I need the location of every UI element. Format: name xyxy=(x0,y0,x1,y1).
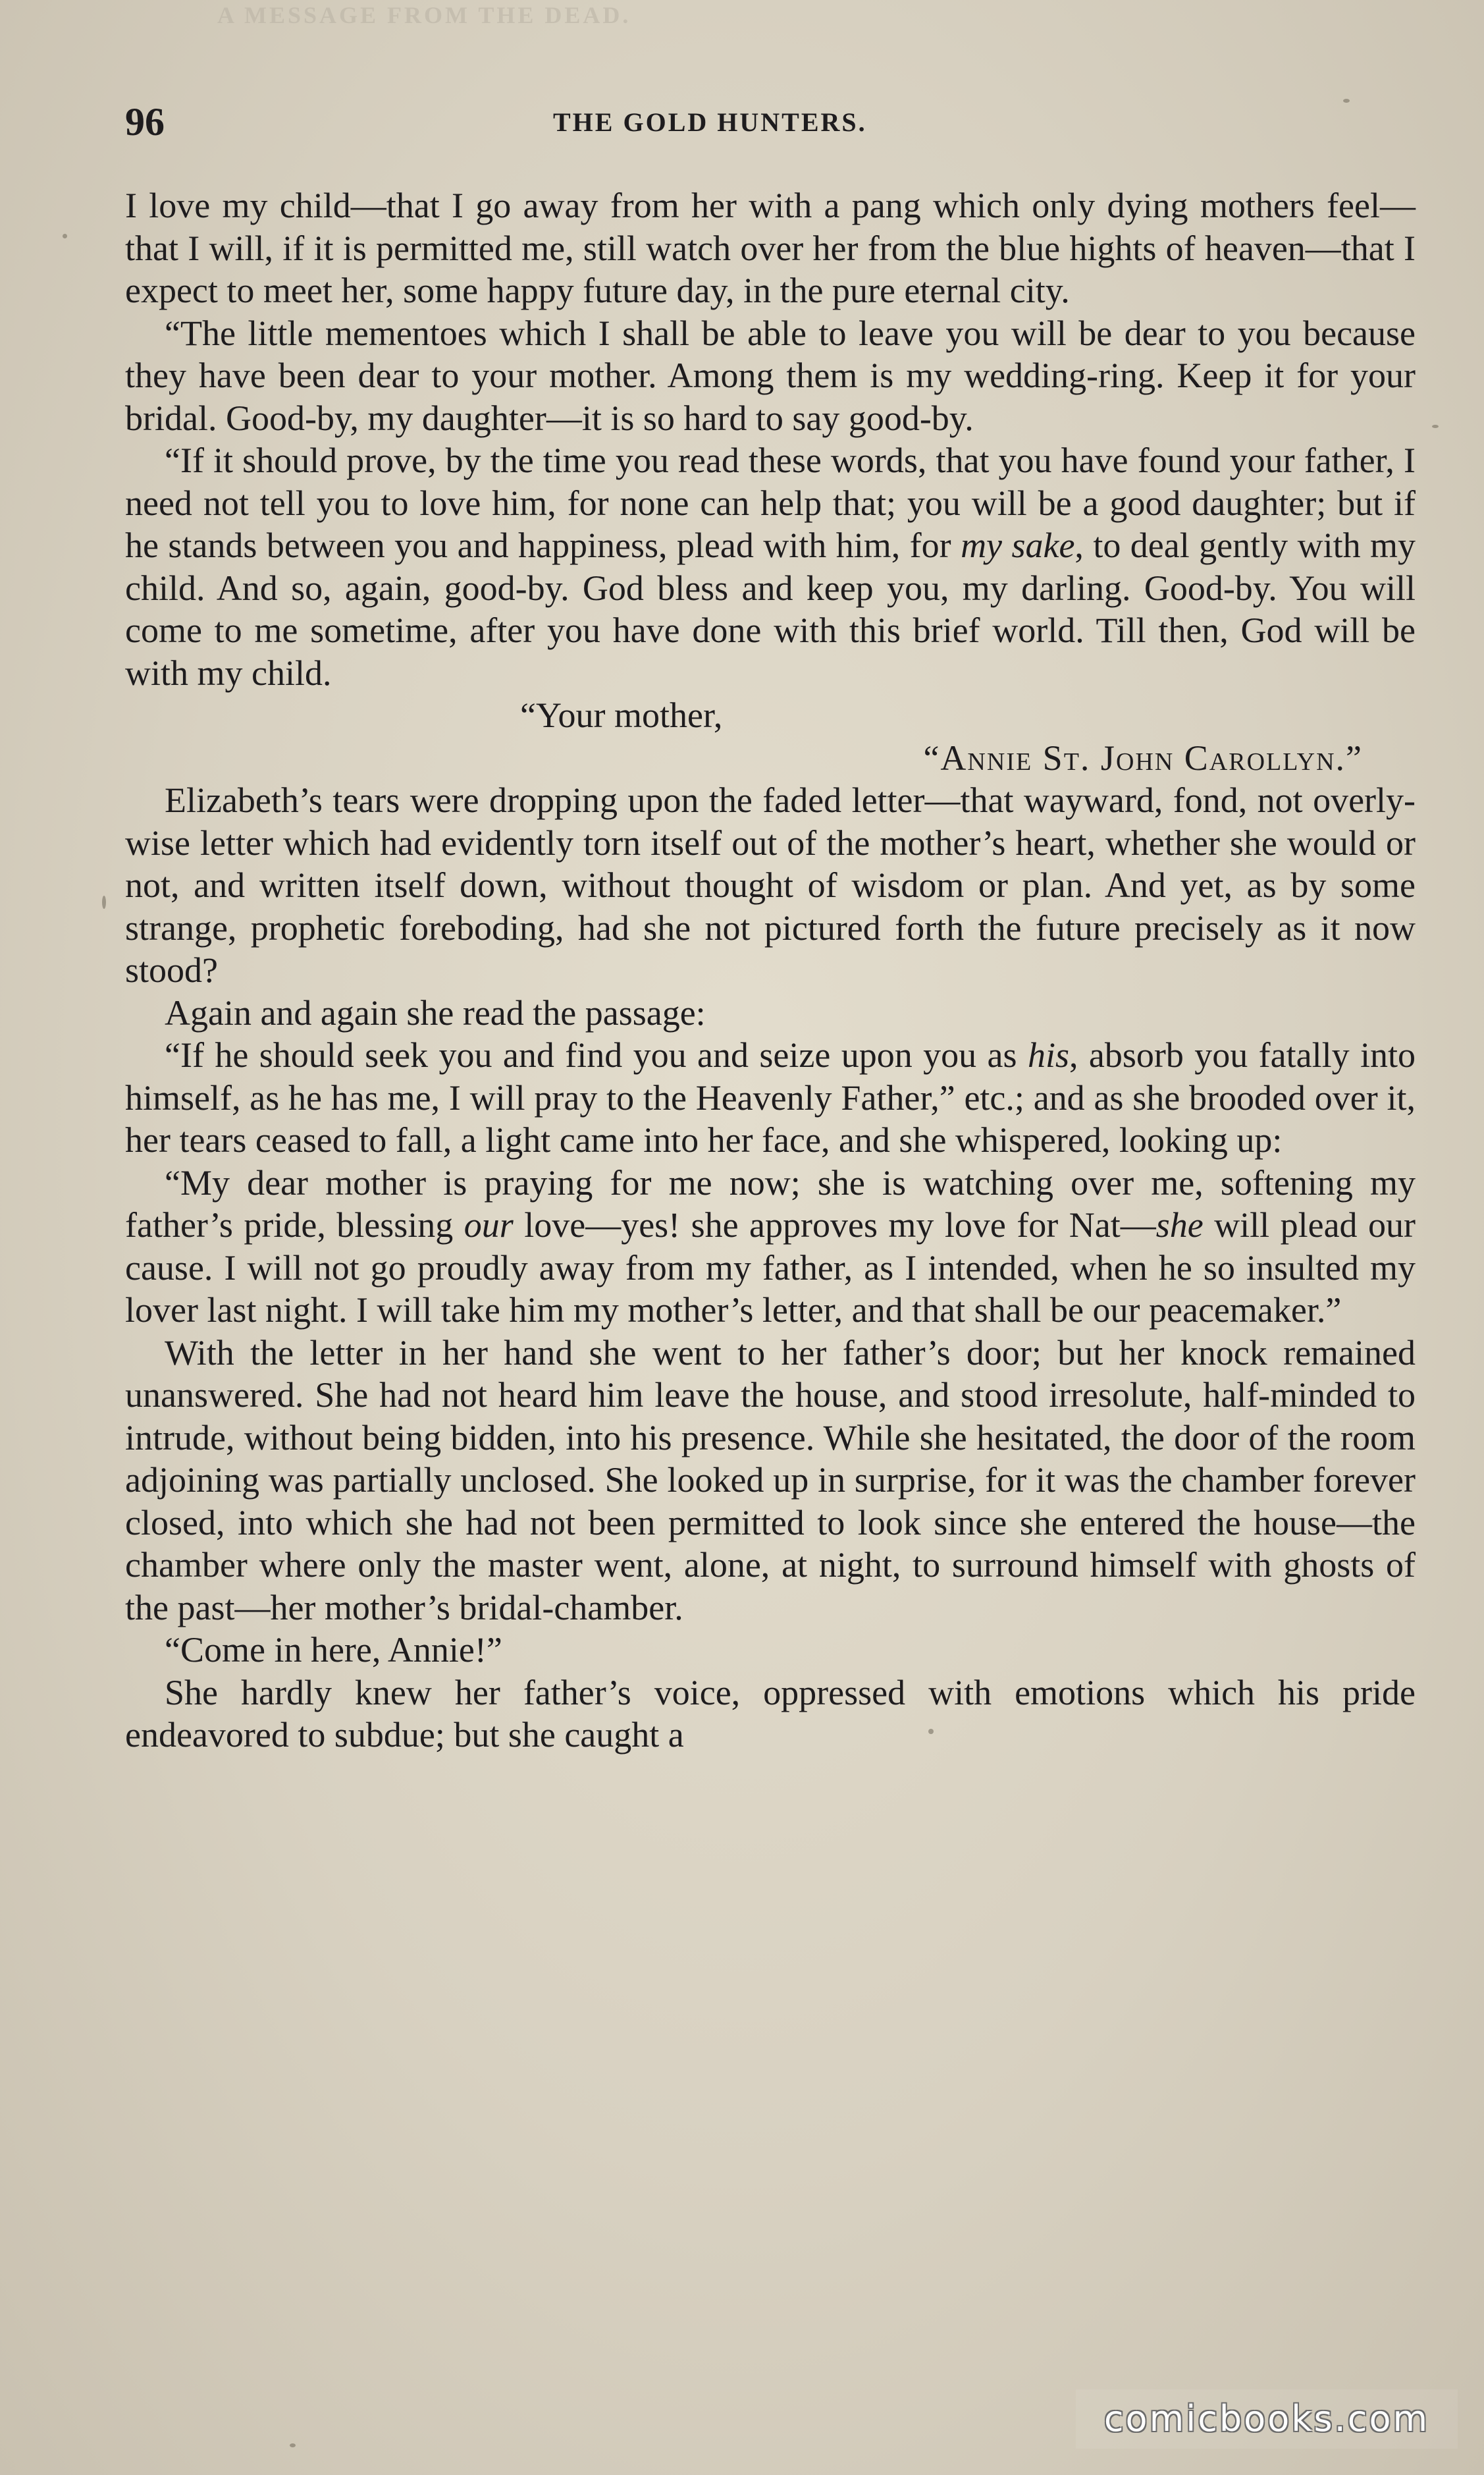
text-run: Again and again she read the passage: xyxy=(165,993,706,1033)
italic-text: our xyxy=(464,1205,514,1245)
paragraph xyxy=(125,439,1416,694)
paper-speck xyxy=(1432,425,1439,428)
page-header xyxy=(125,99,1409,145)
text-run: With the letter in her hand she went to her father’s door; but her knock remained unanswered. She had not heard him leave the house, and stood irresolute, half-minded to intrude, without being bidden, into his presence. While she hesitated, the door of the room adjoining was partially unclosed. She looked up in surprise, for it was the chamber forever closed, into which she had not been permitted to look since she entered the house—the chamber where only the master went, alone, at night, to surround himself with ghosts of the past—her mother’s bridal-chamber. xyxy=(125,1332,1416,1627)
text-run: She hardly knew her father’s voice, oppressed with emotions which his pride endeavored to subdue; but she caught a xyxy=(125,1672,1416,1754)
text-run: will plead our cause. I will not go proudly away from my father, as I intended, when he so insulted my lover last night. I will take him my mother’s letter, and that shall be our peacemaker.” xyxy=(125,1205,1416,1330)
text-run: “The little mementoes which I shall be able to leave you will be dear to you because they have been dear to your mother. Among them is my wedding-ring. Keep it for your bridal. Good-by, my daughter—it is so hard to say good-by. xyxy=(125,313,1416,438)
italic-text: she xyxy=(1155,1205,1204,1245)
paragraph xyxy=(125,184,1416,312)
signature-name: “Annie St. John Carollyn.” xyxy=(923,738,1363,778)
page-body xyxy=(125,184,1416,2345)
paragraph xyxy=(125,1034,1416,1162)
bleed-through-heading: A MESSAGE FROM THE DEAD. xyxy=(217,2,631,28)
text-run: “My dear mother is praying for me now; she is watching over me, softening my father’s pride, blessing xyxy=(125,1162,1416,1245)
text-run: “If he should seek you and find you and seize upon you as xyxy=(165,1035,1028,1075)
paper-speck xyxy=(63,234,67,238)
paragraph xyxy=(125,1672,1416,1756)
paragraph xyxy=(125,1629,1416,1672)
text-run: , to deal gently with my child. And so, again, good-by. God bless and keep you, my darling. Good-by. You will come to me sometime, after you have done with this brief world. Till then, God will be with my child. xyxy=(125,526,1416,693)
text-run: love—yes! she approves my love for Nat— xyxy=(513,1205,1156,1245)
page-number: 96 xyxy=(125,100,165,144)
italic-text: my sake xyxy=(961,526,1075,565)
paragraph xyxy=(125,779,1416,992)
text-run: “Come in here, Annie!” xyxy=(165,1630,502,1670)
text-run: “If it should prove, by the time you read these words, that you have found your father, I need not tell you to love him, for none can help that; you will be a good daughter; but if he stands between you and happiness, plead with him, for xyxy=(125,441,1416,565)
paragraph xyxy=(125,1162,1416,1332)
signature-line: “Your mother, xyxy=(520,695,723,735)
paragraph xyxy=(125,312,1416,440)
paper-speck xyxy=(290,2443,296,2447)
text-run: , absorb you fatally into himself, as he has me, I will pray to the Heavenly Father,” etc.; and as she brooded over it, her tears ceased to fall, a light came into her face, and she whispered, looking up: xyxy=(125,1035,1416,1160)
running-head: THE GOLD HUNTERS. xyxy=(553,107,867,137)
paragraph xyxy=(125,1332,1416,1629)
text-run: I love my child—that I go away from her with a pang which only dying mothers feel—that I will, if it is permitted me, still watch over her from the blue hights of heaven—that I expect to meet her, some happy future day, in the pure eternal city. xyxy=(125,186,1416,310)
paper-speck xyxy=(928,1729,934,1734)
text-run: Elizabeth’s tears were dropping upon the faded letter—that wayward, fond, not overly-wise letter which had evidently torn itself out of the mother’s heart, whether she would or not, and written itself down, without thought of wisdom or plan. And yet, as by some strange, prophetic foreboding, had she not pictured forth the future precisely as it now stood? xyxy=(125,780,1416,990)
paragraph xyxy=(125,992,1416,1035)
italic-text: his xyxy=(1027,1035,1069,1075)
paper-speck xyxy=(102,896,106,909)
watermark-logo: comicbooks.com xyxy=(1076,2389,1458,2449)
paper-speck xyxy=(1343,99,1350,103)
